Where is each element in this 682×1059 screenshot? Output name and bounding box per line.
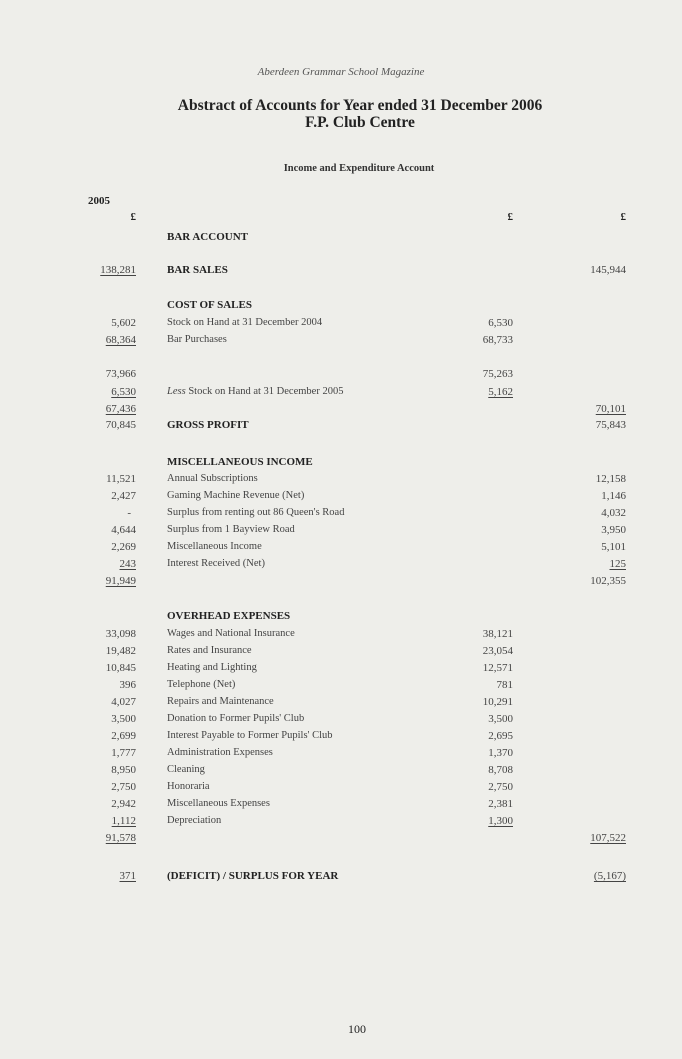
amount-value: 2,750 bbox=[488, 781, 513, 793]
amount-value: 12,571 bbox=[482, 662, 513, 674]
row-label: Interest Received (Net) bbox=[167, 558, 265, 569]
prev-value: 4,644 bbox=[111, 524, 136, 536]
row-label: Honoraria bbox=[167, 781, 210, 792]
row-label: Stock on Hand at 31 December 2004 bbox=[167, 317, 323, 328]
row-label: Surplus from renting out 86 Queen's Road bbox=[167, 507, 345, 518]
amount-value: 23,054 bbox=[482, 645, 513, 657]
prev-value: 2,269 bbox=[111, 541, 136, 553]
overhead-row bbox=[0, 678, 682, 692]
prev-value: 1,777 bbox=[111, 747, 136, 759]
overhead-row bbox=[0, 814, 682, 828]
prev-value: 243 bbox=[119, 558, 136, 570]
prev-value: 2,750 bbox=[111, 781, 136, 793]
prev-value: 70,845 bbox=[105, 419, 136, 431]
amount-value: 2,381 bbox=[488, 798, 513, 810]
prev-value: - bbox=[127, 507, 131, 519]
year-label: 2005 bbox=[88, 195, 110, 207]
row-label: Donation to Former Pupils' Club bbox=[167, 713, 305, 724]
total-value: 12,158 bbox=[595, 473, 626, 485]
prev-value: 91,578 bbox=[105, 832, 136, 844]
prev-value: 11,521 bbox=[106, 473, 136, 485]
amount-value: 2,695 bbox=[488, 730, 513, 742]
row-label: Interest Payable to Former Pupils' Club bbox=[167, 730, 333, 741]
overhead-row bbox=[0, 780, 682, 794]
row-label: Miscellaneous Expenses bbox=[167, 798, 270, 809]
prev-value: 19,482 bbox=[105, 645, 136, 657]
section-heading: MISCELLANEOUS INCOME bbox=[167, 456, 313, 468]
prev-value: 371 bbox=[119, 870, 136, 882]
prev-value: 10,845 bbox=[105, 662, 136, 674]
misc-row bbox=[0, 472, 682, 486]
prev-value: 6,530 bbox=[111, 386, 136, 398]
row-label: Cleaning bbox=[167, 764, 205, 775]
stock-on-hand-row bbox=[0, 316, 682, 330]
amount-value: 38,121 bbox=[482, 628, 513, 640]
result-row bbox=[0, 869, 682, 883]
amount-value: 3,500 bbox=[488, 713, 513, 725]
overhead-total-row bbox=[0, 831, 682, 845]
prev-value: 396 bbox=[119, 679, 136, 691]
overhead-row bbox=[0, 644, 682, 658]
prev-value: 68,364 bbox=[105, 334, 136, 346]
section-heading: COST OF SALES bbox=[167, 299, 252, 311]
bar-sales-row bbox=[0, 263, 682, 277]
misc-income-heading-row bbox=[0, 455, 682, 469]
page-number: 100 bbox=[348, 1022, 366, 1036]
overhead-row bbox=[0, 695, 682, 709]
prev-value: 4,027 bbox=[111, 696, 136, 708]
section-heading: OVERHEAD EXPENSES bbox=[167, 610, 291, 622]
gross-profit-row bbox=[0, 418, 682, 432]
row-label: Gaming Machine Revenue (Net) bbox=[167, 490, 305, 501]
title-line-1: Abstract of Accounts for Year ended 31 December 2006 bbox=[177, 97, 543, 114]
prev-value: 33,098 bbox=[105, 628, 136, 640]
row-label: Telephone (Net) bbox=[167, 679, 236, 690]
total-value: (5,167) bbox=[593, 870, 626, 882]
amount-value: 8,708 bbox=[488, 764, 513, 776]
prev-value: 67,436 bbox=[105, 403, 136, 415]
prev-value: 5,602 bbox=[111, 317, 136, 329]
prev-value: 73,966 bbox=[105, 368, 136, 380]
row-label: Annual Subscriptions bbox=[167, 473, 258, 484]
amount-value: 6,530 bbox=[488, 317, 513, 329]
prev-value: 8,950 bbox=[111, 764, 136, 776]
magazine-header: Aberdeen Grammar School Magazine bbox=[257, 66, 425, 78]
currency-header-amount: £ bbox=[507, 211, 513, 223]
prev-value: 91,949 bbox=[105, 575, 136, 587]
amount-value: 1,370 bbox=[488, 747, 513, 759]
prev-value: 2,427 bbox=[111, 490, 136, 502]
total-value: 4,032 bbox=[601, 507, 626, 519]
misc-row bbox=[0, 523, 682, 537]
total-value: 107,522 bbox=[590, 832, 626, 844]
amount-value: 1,300 bbox=[488, 815, 513, 827]
cost-of-sales-heading-row bbox=[0, 298, 682, 312]
prev-value: 1,112 bbox=[111, 815, 136, 827]
overhead-row bbox=[0, 627, 682, 641]
total-value: 3,950 bbox=[601, 524, 626, 536]
row-label: Wages and National Insurance bbox=[167, 628, 295, 639]
amount-value: 68,733 bbox=[482, 334, 513, 346]
row-label bbox=[167, 385, 343, 399]
row-label: Depreciation bbox=[167, 815, 222, 826]
section-heading: BAR ACCOUNT bbox=[167, 231, 248, 243]
row-label: (DEFICIT) / SURPLUS FOR YEAR bbox=[167, 870, 339, 882]
row-label: GROSS PROFIT bbox=[167, 419, 249, 431]
overhead-row bbox=[0, 763, 682, 777]
amount-value: 75,263 bbox=[482, 368, 513, 380]
prev-value: 3,500 bbox=[111, 713, 136, 725]
currency-header-prev: £ bbox=[130, 211, 136, 223]
overhead-row bbox=[0, 746, 682, 760]
row-label: BAR SALES bbox=[167, 264, 228, 276]
less-stock-text: Stock on Hand at 31 December 2005 bbox=[185, 386, 344, 397]
prev-value: 138,281 bbox=[100, 264, 136, 276]
prev-value: 2,942 bbox=[111, 798, 136, 810]
total-value: 75,843 bbox=[595, 419, 626, 431]
amount-value: 5,162 bbox=[488, 386, 513, 398]
total-value: 102,355 bbox=[590, 575, 626, 587]
total-value: 5,101 bbox=[601, 541, 626, 553]
amount-value: 781 bbox=[496, 679, 513, 691]
subtotal-row bbox=[0, 367, 682, 381]
row-label: Heating and Lighting bbox=[167, 662, 257, 673]
overhead-row bbox=[0, 661, 682, 675]
bar-account-heading-row bbox=[0, 230, 682, 244]
page-title bbox=[0, 97, 682, 131]
misc-total-row bbox=[0, 574, 682, 588]
total-value: 70,101 bbox=[595, 403, 626, 415]
row-label: Miscellaneous Income bbox=[167, 541, 262, 552]
total-value: 125 bbox=[609, 558, 626, 570]
title-line-2: F.P. Club Centre bbox=[305, 114, 415, 131]
cost-total-row bbox=[0, 402, 682, 416]
account-subtitle: Income and Expenditure Account bbox=[283, 163, 435, 174]
misc-row bbox=[0, 557, 682, 571]
row-label: Repairs and Maintenance bbox=[167, 696, 274, 707]
row-label: Surplus from 1 Bayview Road bbox=[167, 524, 295, 535]
row-label: Administration Expenses bbox=[167, 747, 273, 758]
misc-row bbox=[0, 489, 682, 503]
bar-purchases-row bbox=[0, 333, 682, 347]
less-word: Less bbox=[167, 386, 186, 397]
row-label: Rates and Insurance bbox=[167, 645, 252, 656]
currency-header-total: £ bbox=[620, 211, 626, 223]
overhead-row bbox=[0, 797, 682, 811]
less-stock-row bbox=[0, 385, 682, 399]
prev-value: 2,699 bbox=[111, 730, 136, 742]
overhead-heading-row bbox=[0, 609, 682, 623]
misc-row bbox=[0, 506, 682, 520]
amount-value: 10,291 bbox=[482, 696, 513, 708]
total-value: 145,944 bbox=[590, 264, 626, 276]
overhead-row bbox=[0, 712, 682, 726]
overhead-row bbox=[0, 729, 682, 743]
misc-row bbox=[0, 540, 682, 554]
row-label: Bar Purchases bbox=[167, 334, 227, 345]
total-value: 1,146 bbox=[601, 490, 626, 502]
